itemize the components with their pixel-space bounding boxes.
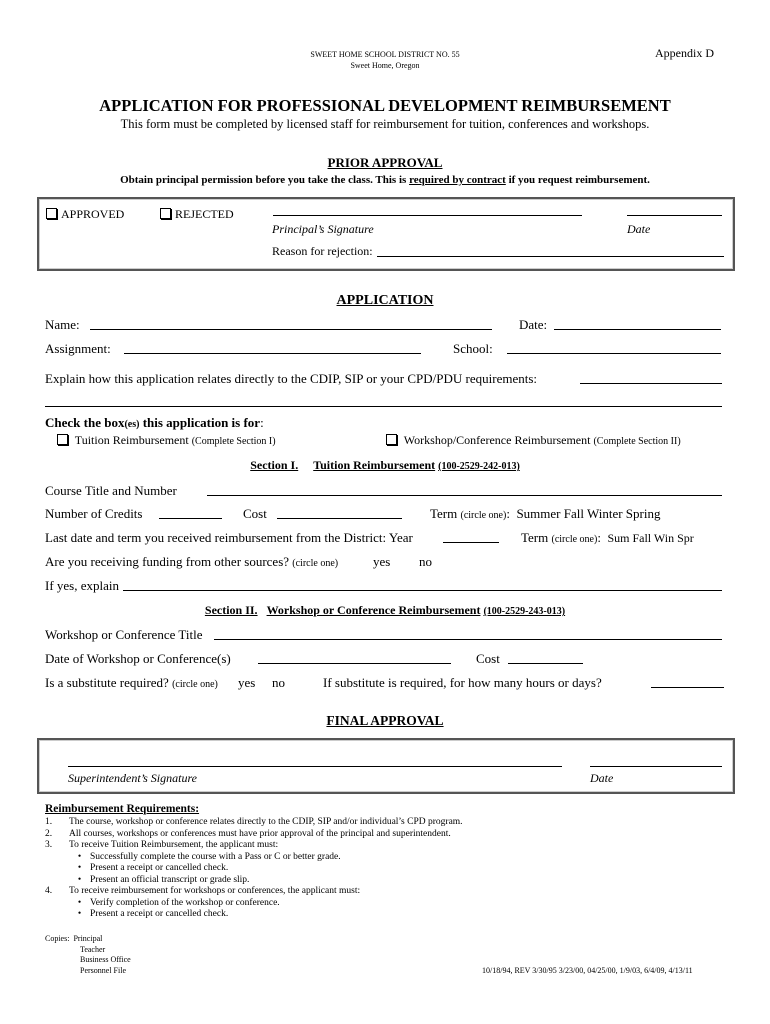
substitute-question: Is a substitute required? (circle one) <box>45 675 218 690</box>
funding-yes[interactable]: yes <box>373 554 391 569</box>
application-heading: APPLICATION <box>336 293 434 308</box>
check-box-prompt: Check the box(es) this application is for: <box>45 415 264 430</box>
final-date-label: Date <box>590 771 614 785</box>
final-approval-heading: FINAL APPROVAL <box>326 713 444 728</box>
tuition-option[interactable]: Tuition Reimbursement (Complete Section I) <box>57 433 276 448</box>
form-subtitle: This form must be completed by licensed staff for reimbursement for tuition, conferences and workshops. <box>120 117 650 131</box>
principal-date-label: Date <box>627 222 651 236</box>
last-reimbursement-label: Last date and term you received reimbursement from the District: Year <box>45 530 413 545</box>
cost-field[interactable] <box>277 518 402 519</box>
if-yes-field[interactable] <box>123 590 722 591</box>
course-title-field[interactable] <box>207 495 722 496</box>
requirements-heading: Reimbursement Requirements: <box>45 803 200 815</box>
approved-option[interactable]: APPROVED <box>46 207 124 222</box>
appendix-label: Appendix D <box>655 46 714 60</box>
explain-field-line-2[interactable] <box>45 406 722 407</box>
workshop-title-field[interactable] <box>214 639 722 640</box>
list-item: • Verify completion of the workshop or conference. <box>77 897 280 908</box>
funding-no[interactable]: no <box>419 554 432 569</box>
list-item: • Present a receipt or cancelled check. <box>77 909 229 919</box>
substitute-yes[interactable]: yes <box>238 675 256 690</box>
section1-heading: Section I. Tuition Reimbursement (100-2529-242-013) <box>250 458 520 472</box>
superintendent-signature-line[interactable] <box>68 766 562 767</box>
list-item: 4. To receive reimbursement for workshops or conferences, the applicant must: <box>45 886 361 896</box>
name-label: Name: <box>45 317 80 332</box>
last-term-select[interactable]: Term (circle one): Sum Fall Win Spr <box>521 530 694 545</box>
workshop-cost-field[interactable] <box>508 663 583 664</box>
last-year-field[interactable] <box>443 542 499 543</box>
explain-field[interactable] <box>580 383 722 384</box>
school-label: School: <box>453 341 493 356</box>
list-item: 1. The course, workshop or conference relates directly to the CDIP, SIP and/or individual’s CPD program. <box>45 817 463 827</box>
approved-checkbox[interactable] <box>46 208 57 219</box>
rejection-reason-label: Reason for rejection: <box>272 244 373 258</box>
substitute-no[interactable]: no <box>272 675 285 690</box>
term-select[interactable]: Term (circle one): Summer Fall Winter Spring <box>430 506 661 521</box>
substitute-hours-label: If substitute is required, for how many hours or days? <box>323 675 602 690</box>
copies-label: Copies: <box>45 934 70 943</box>
requirements-list <box>45 817 463 921</box>
workshop-checkbox[interactable] <box>386 434 397 445</box>
copies-block: Copies: Principal Teacher Business Office Personnel File <box>45 934 131 975</box>
if-yes-label: If yes, explain <box>45 578 120 593</box>
assignment-field[interactable] <box>124 353 421 354</box>
workshop-cost-label: Cost <box>476 651 500 666</box>
date-field[interactable] <box>554 329 721 330</box>
principal-signature-label: Principal’s Signature <box>272 222 374 236</box>
workshop-date-label: Date of Workshop or Conference(s) <box>45 651 231 666</box>
rejected-option[interactable]: REJECTED <box>160 207 234 222</box>
workshop-option[interactable]: Workshop/Conference Reimbursement (Complete Section II) <box>386 433 681 448</box>
credits-field[interactable] <box>159 518 222 519</box>
course-title-label: Course Title and Number <box>45 483 177 498</box>
cost-label: Cost <box>243 506 267 521</box>
principal-date-line[interactable] <box>627 215 722 216</box>
date-label: Date: <box>519 317 548 332</box>
final-date-line[interactable] <box>590 766 722 767</box>
name-field[interactable] <box>90 329 492 330</box>
district-location: Sweet Home, Oregon <box>350 61 420 70</box>
revision-dates: 10/18/94, REV 3/30/95 3/23/00, 04/25/00, 1/9/03, 6/4/09, 4/13/11 <box>482 966 693 975</box>
list-item: 2. All courses, workshops or conferences must have prior approval of the principal and superintendent. <box>45 828 451 839</box>
substitute-hours-field[interactable] <box>651 687 724 688</box>
section2-heading: Section II. Workshop or Conference Reimbursement (100-2529-243-013) <box>204 603 566 617</box>
district-name: SWEET HOME SCHOOL DISTRICT NO. 55 <box>310 50 460 59</box>
rejected-checkbox[interactable] <box>160 208 171 219</box>
list-item: 3. To receive Tuition Reimbursement, the applicant must: <box>45 840 279 850</box>
prior-approval-heading: PRIOR APPROVAL <box>327 155 443 170</box>
rejection-reason-line[interactable] <box>377 256 724 257</box>
form-title: APPLICATION FOR PROFESSIONAL DEVELOPMENT REIMBURSEMENT <box>99 96 671 115</box>
funding-question: Are you receiving funding from other sources? (circle one) <box>45 554 339 569</box>
credits-label: Number of Credits <box>45 506 143 521</box>
tuition-checkbox[interactable] <box>57 434 68 445</box>
list-item: • Present an official transcript or grade slip. <box>77 874 250 885</box>
superintendent-signature-label: Superintendent’s Signature <box>68 771 197 785</box>
workshop-date-field[interactable] <box>258 663 451 664</box>
list-item: • Successfully complete the course with a Pass or C or better grade. <box>77 851 341 862</box>
explain-label: Explain how this application relates directly to the CDIP, SIP or your CPD/PDU requirements: <box>45 371 538 386</box>
assignment-label: Assignment: <box>45 341 111 356</box>
school-field[interactable] <box>507 353 721 354</box>
principal-signature-line[interactable] <box>273 215 582 216</box>
prior-approval-instructions: Obtain principal permission before you take the class. This is required by contract if you request reimbursement. <box>120 174 650 186</box>
workshop-title-label: Workshop or Conference Title <box>45 627 203 642</box>
list-item: • Present a receipt or cancelled check. <box>77 863 229 873</box>
